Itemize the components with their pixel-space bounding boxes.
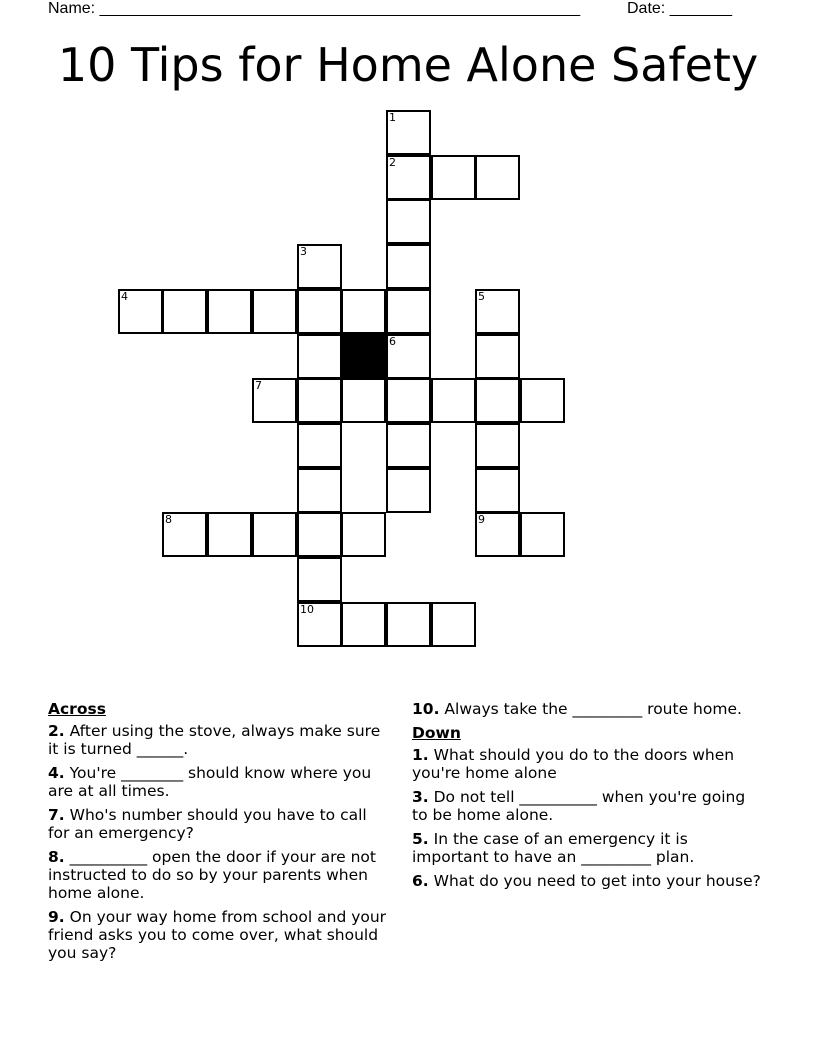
cell-number: 1 (389, 111, 396, 124)
cell-number: 4 (121, 290, 128, 303)
cell-number: 3 (300, 245, 307, 258)
clue-down-3 (412, 788, 762, 824)
clue-across-4 (48, 764, 388, 800)
grid-cell[interactable] (386, 199, 431, 244)
cell-number: 2 (389, 156, 396, 169)
grid-cell[interactable] (386, 244, 431, 289)
grid-cell[interactable] (475, 289, 520, 334)
clue-text: In the case of an emergency it is important to have an _________ plan. (412, 830, 695, 866)
clue-across-7 (48, 806, 388, 842)
clue-text: What do you need to get into your house? (433, 872, 761, 890)
grid-cell[interactable] (475, 423, 520, 468)
blocked-cell (341, 334, 386, 379)
grid-cell[interactable] (297, 289, 342, 334)
grid-cell[interactable] (386, 468, 431, 513)
clue-number: 9. (48, 908, 65, 926)
clue-text: __________ open the door if your are not instructed to do so by your parents when home alone. (48, 848, 376, 902)
grid-cell[interactable] (297, 512, 342, 557)
grid-cell[interactable] (341, 378, 386, 423)
grid-cell[interactable] (431, 155, 476, 200)
grid-cell[interactable] (297, 468, 342, 513)
grid-cell[interactable] (386, 423, 431, 468)
grid-cell[interactable] (386, 110, 431, 155)
clues-right-column (412, 700, 762, 896)
clue-number: 3. (412, 788, 429, 806)
grid-cell[interactable] (207, 289, 252, 334)
cell-number: 9 (478, 513, 485, 526)
clue-text: Who's number should you have to call for an emergency? (48, 806, 367, 842)
down-heading: Down (412, 724, 461, 742)
grid-cell[interactable] (297, 244, 342, 289)
clue-number: 1. (412, 746, 429, 764)
grid-cell[interactable] (520, 378, 565, 423)
grid-cell[interactable] (431, 602, 476, 647)
clue-number: 2. (48, 722, 65, 740)
clue-number: 8. (48, 848, 65, 866)
grid-cell[interactable] (297, 334, 342, 379)
grid-cell[interactable] (162, 512, 207, 557)
grid-cell[interactable] (475, 468, 520, 513)
clue-text: Do not tell __________ when you're going to be home alone. (412, 788, 746, 824)
clue-across-2 (48, 722, 388, 758)
grid-cell[interactable] (475, 155, 520, 200)
cell-number: 5 (478, 290, 485, 303)
grid-cell[interactable] (118, 289, 163, 334)
grid-cell[interactable] (386, 334, 431, 379)
across-heading: Across (48, 700, 106, 718)
clue-down-5 (412, 830, 762, 866)
name-field[interactable]: Name: ______________________________________________________ (48, 0, 581, 17)
date-field[interactable]: Date: _______ (627, 0, 732, 17)
cell-number: 6 (389, 335, 396, 348)
clue-number: 4. (48, 764, 65, 782)
cell-number: 10 (300, 603, 314, 616)
clue-across-9 (48, 908, 388, 962)
clue-text: After using the stove, always make sure it is turned ______. (48, 722, 381, 758)
grid-cell[interactable] (162, 289, 207, 334)
grid-cell[interactable] (297, 602, 342, 647)
clue-across-10 (412, 700, 762, 718)
clue-number: 7. (48, 806, 65, 824)
grid-cell[interactable] (386, 289, 431, 334)
clue-down-6 (412, 872, 762, 890)
grid-cell[interactable] (341, 289, 386, 334)
grid-cell[interactable] (297, 557, 342, 602)
grid-cell[interactable] (252, 289, 297, 334)
clue-number: 10. (412, 700, 440, 718)
grid-cell[interactable] (520, 512, 565, 557)
grid-cell[interactable] (475, 378, 520, 423)
grid-cell[interactable] (297, 423, 342, 468)
clue-number: 5. (412, 830, 429, 848)
grid-cell[interactable] (297, 378, 342, 423)
grid-cell[interactable] (386, 602, 431, 647)
grid-cell[interactable] (386, 378, 431, 423)
clue-across-8 (48, 848, 388, 902)
clue-number: 6. (412, 872, 429, 890)
clue-text: Always take the _________ route home. (444, 700, 742, 718)
clue-text: You're ________ should know where you are at all times. (48, 764, 372, 800)
grid-cell[interactable] (252, 378, 297, 423)
page-title: 10 Tips for Home Alone Safety (57, 38, 759, 92)
grid-cell[interactable] (207, 512, 252, 557)
cell-number: 8 (165, 513, 172, 526)
clues-left-column (48, 700, 388, 968)
clue-text: What should you do to the doors when you're home alone (412, 746, 735, 782)
clue-text: On your way home from school and your friend asks you to come over, what should you say? (48, 908, 387, 962)
cell-number: 7 (255, 379, 262, 392)
grid-cell[interactable] (386, 155, 431, 200)
grid-cell[interactable] (431, 378, 476, 423)
grid-cell[interactable] (475, 334, 520, 379)
grid-cell[interactable] (252, 512, 297, 557)
grid-cell[interactable] (341, 602, 386, 647)
clue-down-1 (412, 746, 762, 782)
grid-cell[interactable] (341, 512, 386, 557)
grid-cell[interactable] (475, 512, 520, 557)
